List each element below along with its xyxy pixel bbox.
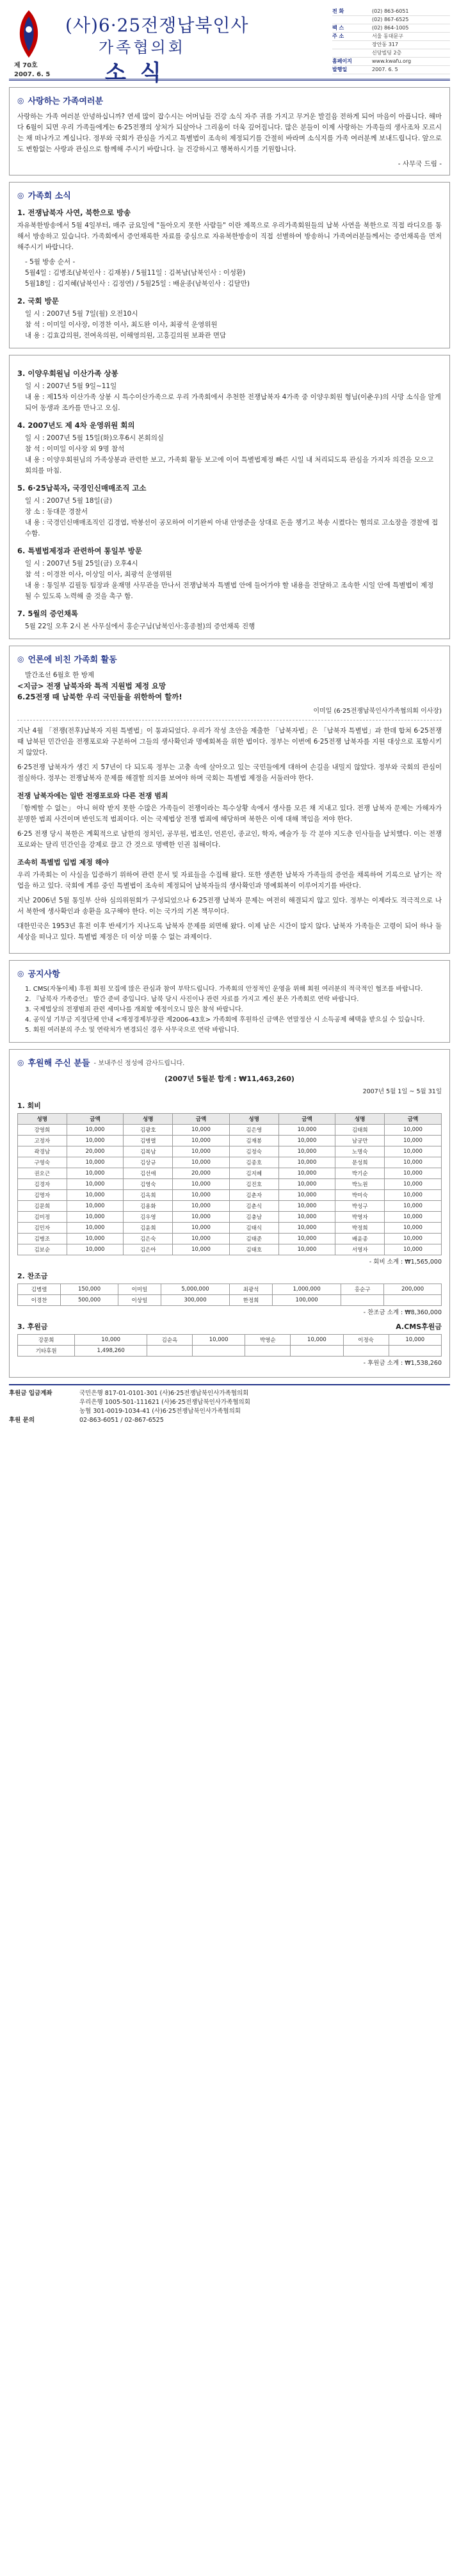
- table-cell: 김상규: [124, 1157, 173, 1168]
- membership-fee-table: [17, 1113, 442, 1255]
- table-cell: 남궁만: [335, 1136, 385, 1146]
- table-cell: 150,000: [61, 1284, 118, 1295]
- table-row: [18, 1346, 442, 1357]
- news-detail: 일 시 : 2007년 5월 9일~11일: [25, 382, 117, 390]
- table-cell: 구영숙: [18, 1157, 67, 1168]
- table-cell: 홍순구: [341, 1284, 384, 1295]
- table-header-cell: 금액: [173, 1114, 230, 1125]
- footer-row: 우리은행 1005-501-111621 (사)6·25전쟁납북인사가족협의회: [79, 1399, 250, 1406]
- table-cell: 김순옥: [147, 1335, 193, 1346]
- broadcast-note: - 5월 방송 순서 -: [25, 258, 76, 266]
- fund-period: 2007년 5월 1일 ~ 5월 31일: [362, 1088, 442, 1095]
- table-cell: [384, 1295, 442, 1306]
- table-cell: 박노원: [335, 1179, 385, 1190]
- table-cell: 5,000,000: [161, 1284, 230, 1295]
- table-cell: 김경자: [18, 1179, 67, 1190]
- table-row: [18, 1168, 442, 1179]
- news-item-title: 2. 국회 방문: [17, 297, 59, 306]
- notices-section: [9, 960, 450, 1043]
- table-cell: 300,000: [161, 1295, 230, 1306]
- table-cell: 10,000: [67, 1179, 124, 1190]
- table-cell: 김태준: [229, 1234, 278, 1244]
- fund-section-title: 1. 회비: [17, 1102, 41, 1110]
- fund-subtotal: - 찬조금 소계 : ₩8,360,000: [363, 1309, 442, 1316]
- table-cell: 10,000: [67, 1125, 124, 1136]
- table-cell: 이경찬: [18, 1295, 61, 1306]
- table-cell: 김선애: [124, 1168, 173, 1179]
- table-cell: 노명숙: [335, 1146, 385, 1157]
- table-cell: 김옥희: [124, 1190, 173, 1201]
- table-cell: 10,000: [385, 1223, 442, 1234]
- table-cell: 10,000: [385, 1146, 442, 1157]
- article-paragraph: 대한민국은 1953년 휴전 이후 반세기가 지나도록 납북자 문제를 외면해 왔다. 이제 남은 시간이 많지 않다. 납북자 가족들은 고령이 되어 하나 둘 세상을 떠나고 있다. 특별법 제정은 더 이상 미룰 수 없는 과제이다.: [17, 922, 442, 941]
- table-header-cell: 성명: [229, 1114, 278, 1125]
- fund-subtotal: - 회비 소계 : ₩1,565,000: [369, 1259, 442, 1266]
- table-cell: 10,000: [385, 1190, 442, 1201]
- table-cell: 박정희: [335, 1223, 385, 1234]
- article-paragraph: 지난 4월 「전쟁(전후)납북자 지원 특별법」이 통과되었다. 우리가 작성 초안을 제출한 「납북자법」은 「납북자 특별법」과 한데 합쳐 6·25전쟁 때 납북된 민간인을 전쟁포로와 구분하여 그들의 생사확인과 명예회복을 위한 법이다. 정부는 이번에 6·25전쟁 납북자를 지원 대상으로 포함시키지 않았다.: [17, 727, 442, 756]
- organization-logo-icon: [14, 9, 44, 59]
- table-cell: 김태식: [229, 1223, 278, 1234]
- fund-subtotal: - 후원금 소계 : ₩1,538,260: [363, 1360, 442, 1367]
- newsletter-title: 소식: [105, 60, 175, 86]
- table-row: [18, 1212, 442, 1223]
- contact-row: 발행일 2007. 6. 5: [332, 66, 450, 74]
- table-cell: 10,000: [385, 1201, 442, 1212]
- fund-section-title: 3. 후원금 A.CMS후원금: [17, 1323, 442, 1331]
- table-cell: 10,000: [67, 1157, 124, 1168]
- table-cell: 이정숙: [343, 1335, 389, 1346]
- table-cell: 곽경남: [18, 1146, 67, 1157]
- issue-info: [14, 61, 50, 79]
- news-item-title: 4. 2007년도 제 4차 운영위원 회의: [17, 421, 135, 430]
- section-heading: 언론에 비친 가족회 활동: [28, 655, 117, 665]
- table-cell: 이상일: [118, 1295, 161, 1306]
- table-cell: 10,000: [278, 1190, 335, 1201]
- news-detail: 일 시 : 2007년 5월 15일(화)오후6시 본회의실: [25, 434, 165, 442]
- table-cell: 박영순: [245, 1335, 291, 1346]
- table-cell: 10,000: [278, 1201, 335, 1212]
- donation-table: [17, 1284, 442, 1306]
- section-heading: 후원해 주신 분들: [28, 1059, 90, 1068]
- table-cell: 10,000: [389, 1335, 441, 1346]
- table-cell: 500,000: [61, 1295, 118, 1306]
- table-row: [18, 1244, 442, 1255]
- section-heading: 공지사항: [28, 970, 60, 979]
- greeting-section: [9, 87, 450, 175]
- contact-box: [332, 8, 450, 74]
- issue-number: 제 70호: [14, 62, 38, 69]
- table-cell: 10,000: [278, 1234, 335, 1244]
- table-cell: 10,000: [173, 1244, 230, 1255]
- donors-section: [9, 1049, 450, 1378]
- table-cell: 고정자: [18, 1136, 67, 1146]
- circle-bullet-icon: ◎: [17, 654, 24, 664]
- notice-item: 5. 회원 여러분의 주소 및 연락처가 변경되신 경우 사무국으로 연락 바랍니다.: [25, 1027, 239, 1034]
- table-cell: 10,000: [385, 1234, 442, 1244]
- table-cell: [192, 1346, 245, 1357]
- notice-item: 3. 국제법상의 전쟁범죄 관련 세미나를 개최할 예정이오니 많은 참석 바랍니다.: [25, 1006, 243, 1013]
- table-cell: 10,000: [385, 1157, 442, 1168]
- table-cell: 10,000: [173, 1146, 230, 1157]
- news-detail: 일 시 : 2007년 5월 18일(금): [25, 497, 113, 505]
- table-cell: 김미정: [18, 1212, 67, 1223]
- news-item-title: 1. 전쟁납북자 사연, 북한으로 방송: [17, 208, 131, 217]
- article-title: <지금> 전쟁 납북자와 특적 지원법 제정 요망: [17, 681, 166, 690]
- table-row: [18, 1125, 442, 1136]
- table-header-cell: 성명: [335, 1114, 385, 1125]
- table-cell: 10,000: [173, 1201, 230, 1212]
- news-item-title: 5. 6·25납북자, 국경인신매매조직 고소: [17, 484, 147, 493]
- table-cell: [147, 1346, 193, 1357]
- article-paragraph: 6·25 전쟁 당시 북한은 계획적으로 남한의 정치인, 공무원, 법조인, 언론인, 종교인, 학자, 예술가 등 각 분야 지도층 인사들을 납치했다. 이는 전쟁포로와는 달리 민간인을 강제로 끌고 간 것으로 명백한 인권 침해이다.: [17, 830, 442, 849]
- table-cell: 10,000: [278, 1125, 335, 1136]
- table-cell: 10,000: [278, 1244, 335, 1255]
- org-name-line2: 가족협의회: [99, 38, 186, 56]
- table-cell: [291, 1346, 343, 1357]
- table-cell: 10,000: [173, 1212, 230, 1223]
- contact-row: (02) 867-6525: [332, 16, 450, 24]
- contact-row: 주 소 서울 동대문구: [332, 33, 450, 41]
- article-subheading: 조속히 특별법 입법 제정 해야: [17, 858, 109, 867]
- table-cell: 박성구: [335, 1201, 385, 1212]
- news-detail: 내 용 : 국경인신매매조직인 김경엽, 박봉선이 공모하여 이기완씨 아내 안영준을 상대로 돈을 챙기고 북송 시켰다는 혐의로 고소장을 경찰에 접수함.: [25, 519, 439, 537]
- broadcast-line: 5월18일 : 김지혜(남북인사 : 김정연) / 5월25일 : 배윤종(남북인사 : 김달만): [25, 280, 250, 288]
- support-table: [17, 1334, 442, 1357]
- news-detail: 장 소 : 동대문 경찰서: [25, 508, 88, 516]
- notice-item: 2. 『납북자 가족증언』 발간 준비 중입니다. 납북 당시 사진이나 관련 자료를 가지고 계신 분은 가족회로 연락 바랍니다.: [25, 996, 359, 1003]
- table-cell: 이미일: [118, 1284, 161, 1295]
- table-cell: [245, 1346, 291, 1357]
- contact-row: 팩 스 (02) 864-1005: [332, 24, 450, 33]
- news-detail: 일 시 : 2007년 5월 7일(월) 오전10시: [25, 310, 138, 318]
- table-cell: 김태희: [335, 1125, 385, 1136]
- table-cell: 김병조: [18, 1234, 67, 1244]
- table-cell: 10,000: [67, 1234, 124, 1244]
- table-cell: 김재봉: [229, 1136, 278, 1146]
- divider: [17, 720, 442, 721]
- article-subheading: 전쟁 납북자에는 일반 전쟁포로와 다른 전쟁 범죄: [17, 792, 168, 800]
- table-cell: 20,000: [173, 1168, 230, 1179]
- table-header-cell: 금액: [278, 1114, 335, 1125]
- footer-row: 농협 301-0019-1034-41 (사)6·25전쟁납북인사가족협의회: [79, 1408, 241, 1415]
- table-cell: 10,000: [192, 1335, 245, 1346]
- table-cell: 김우영: [124, 1212, 173, 1223]
- news-detail: 내 용 : 통일부 김필동 팀장과 윤재명 사무관을 만나서 전쟁납북자 특별법 안에 들어가야 할 내용을 전달하고 조속한 시일 안에 특별법이 제정 될 수 있도록 노력해 줄 것을 촉구 함.: [25, 582, 434, 600]
- table-cell: 10,000: [173, 1179, 230, 1190]
- table-cell: 김윤희: [124, 1223, 173, 1234]
- news-detail: 참 석 : 이미일 이사장, 이경찬 이사, 최도완 이사, 최광석 운영위원: [25, 321, 218, 329]
- table-cell: 10,000: [291, 1335, 343, 1346]
- article-paragraph: 우리 가족회는 이 사실을 입증하기 위하여 관련 문서 및 자료들을 수집해 왔다. 또한 생존한 납북자 가족들의 증언을 채록하여 기록으로 남기는 작업을 하고 있다. 국회에 계류 중인 특별법이 조속히 제정되어 납북자들의 생사확인과 명예회복이 이루어지기를 바란다.: [17, 871, 442, 890]
- table-cell: [341, 1295, 384, 1306]
- news-item-title: 6. 특별법제정과 관련하여 통일부 방문: [17, 546, 143, 555]
- contact-row: 전 화 (02) 863-6051: [332, 8, 450, 16]
- table-cell: 1,000,000: [273, 1284, 341, 1295]
- table-cell: 김태호: [229, 1244, 278, 1255]
- fund-total: (2007년 5월분 합계 : ₩11,463,260): [165, 1075, 294, 1083]
- table-cell: 10,000: [67, 1244, 124, 1255]
- table-cell: 김종호: [229, 1157, 278, 1168]
- news-detail: 내 용 : 이양우회원님의 가족상봉과 관련한 보고, 가족회 활동 보고에 이어 특별법제정 빠른 시일 내 처리되도록 관심을 가지자 의견을 모으고 회의를 마침.: [25, 456, 434, 475]
- table-cell: 10,000: [385, 1125, 442, 1136]
- circle-bullet-icon: ◎: [17, 95, 24, 105]
- article-paragraph: 지난 2006년 5월 통일부 산하 심의위원회가 구성되었으나 6·25전쟁 납북자 문제는 여전히 해결되지 않고 있다. 정부는 이제라도 적극적으로 나서 북한에 생사확인과 송환을 요구해야 한다. 이는 국가의 기본 책무이다.: [17, 897, 442, 915]
- masthead: [9, 5, 450, 86]
- table-cell: 10,000: [278, 1212, 335, 1223]
- table-cell: 문성희: [335, 1157, 385, 1168]
- news-detail: 내 용 : 김효갑의원, 전여옥의원, 이해영의원, 고흥길의원 보좌관 면담: [25, 332, 227, 339]
- table-cell: 강영희: [18, 1125, 67, 1136]
- table-header-cell: 성명: [124, 1114, 173, 1125]
- table-cell: 100,000: [273, 1295, 341, 1306]
- table-cell: 김병렬: [124, 1136, 173, 1146]
- table-row: [18, 1284, 442, 1295]
- table-cell: 김광호: [124, 1125, 173, 1136]
- news-detail: 5월 22일 오후 2시 본 사무실에서 홍순구님(남북인사:홍종철)의 증언채록 진행: [25, 623, 255, 630]
- table-cell: 10,000: [173, 1190, 230, 1201]
- table-cell: 10,000: [173, 1125, 230, 1136]
- news-item-title: 3. 이양우회원님 이산가족 상봉: [17, 369, 118, 378]
- news-detail: 참 석 : 이경찬 이사, 이상일 이사, 최광석 운영위원: [25, 571, 172, 578]
- table-cell: 10,000: [385, 1168, 442, 1179]
- table-row: [18, 1223, 442, 1234]
- news-detail: 참 석 : 이미일 이사장 외 9명 참석: [25, 445, 125, 453]
- circle-bullet-icon: ◎: [17, 1057, 24, 1067]
- table-cell: 박미숙: [335, 1190, 385, 1201]
- table-row: [18, 1136, 442, 1146]
- table-cell: 10,000: [173, 1136, 230, 1146]
- table-cell: 김문희: [18, 1201, 67, 1212]
- table-row: [18, 1295, 442, 1306]
- table-header-cell: 금액: [385, 1114, 442, 1125]
- table-cell: 10,000: [67, 1223, 124, 1234]
- table-cell: 김충남: [229, 1212, 278, 1223]
- table-cell: 200,000: [384, 1284, 442, 1295]
- table-row: [18, 1190, 442, 1201]
- notice-item: 4. 공익성 기부금 지정단체 안내 <재정경제부장관 제2006-43호> 가족회에 후원하신 금액은 연말정산 시 소득공제 혜택을 받으실 수 있습니다.: [25, 1016, 425, 1023]
- table-header-row: [18, 1114, 442, 1125]
- table-cell: 김은영: [229, 1125, 278, 1136]
- table-cell: 서영자: [335, 1244, 385, 1255]
- contact-row: 홈페이지 www.kwafu.org: [332, 58, 450, 66]
- table-cell: 기타후원: [18, 1346, 75, 1357]
- table-cell: [343, 1346, 389, 1357]
- news-detail: 일 시 : 2007년 5월 25일(금) 오후4시: [25, 560, 138, 567]
- table-cell: 김진호: [229, 1179, 278, 1190]
- table-cell: 10,000: [75, 1335, 147, 1346]
- greeting-paragraph: 사랑하는 가족 여러분 안녕하십니까? 연세 많이 잡수시는 어머님들 건강 소식 자주 귀를 가지고 무거운 발걸음 전하게 되어 마음이 아픕니다. 해마다 6월이 되면 우리 가족들에게는 6·25전쟁의 상처가 되살아나 그리움이 더욱 깊어집니다. 많은 분들이 이제 사랑하는 가족들의 생사조차 모르시는 채 떠나가고 계십니다. 정부와 국회가 관심을 가지고 특별법이 조속히 제정되기를 간절히 바라며 소식지를 가족 여러분께 보내드립니다. 앞으로도 변함없는 사랑과 관심으로 함께해 주시기 바랍니다. 늘 건강하시고 행복하시기를 기원합니다.: [17, 113, 442, 153]
- table-cell: 10,000: [173, 1234, 230, 1244]
- table-cell: 김복남: [124, 1146, 173, 1157]
- table-row: [18, 1335, 442, 1346]
- table-row: [18, 1146, 442, 1157]
- table-cell: [389, 1346, 441, 1357]
- table-cell: 김춘자: [229, 1190, 278, 1201]
- section-heading: 사랑하는 가족여러분: [28, 97, 104, 106]
- footer-row: 후원금 입금계좌 국민은행 817-01-0101-301 (사)6·25전쟁납북인사가족협의회: [9, 1390, 249, 1397]
- table-cell: 10,000: [278, 1223, 335, 1234]
- table-cell: 10,000: [173, 1223, 230, 1234]
- table-cell: 김정숙: [229, 1146, 278, 1157]
- table-header-cell: 성명: [18, 1114, 67, 1125]
- table-cell: 20,000: [67, 1146, 124, 1157]
- table-cell: 10,000: [67, 1168, 124, 1179]
- table-cell: 김민자: [18, 1223, 67, 1234]
- broadcast-line: 5월4일 : 김병조(남북인사 : 김재봉) / 5월11일 : 김복남(남북인사 : 이성환): [25, 269, 246, 277]
- table-cell: 10,000: [67, 1201, 124, 1212]
- section-heading: 가족회 소식: [28, 192, 71, 201]
- table-cell: 최광석: [229, 1284, 272, 1295]
- circle-bullet-icon: ◎: [17, 190, 24, 200]
- table-cell: 김보순: [18, 1244, 67, 1255]
- footer: [9, 1384, 450, 1425]
- table-cell: 한정희: [229, 1295, 272, 1306]
- table-cell: 10,000: [67, 1136, 124, 1146]
- contact-row: 장안동 317: [332, 41, 450, 49]
- more-news-section: [9, 355, 450, 639]
- table-cell: 10,000: [385, 1136, 442, 1146]
- family-news-section: [9, 182, 450, 348]
- greeting-signature: - 사무국 드림 -: [398, 160, 442, 168]
- table-cell: 박영자: [335, 1212, 385, 1223]
- article-paragraph: 「함께할 수 없는」 아니 허락 받지 못한 수많은 가족들이 전쟁이라는 특수상황 속에서 생사를 모른 채 지내고 있다. 전쟁 납북자 문제는 가해자가 분명한 범죄 사건이며 반인도적 범죄이다. 이는 국제법상 전쟁 범죄에 해당하며 북한은 이에 대해 책임을 져야 한다.: [17, 804, 442, 823]
- table-cell: 10,000: [67, 1190, 124, 1201]
- article-source: 발간조선 6월호 한 방제: [25, 671, 94, 679]
- fund-section-title: 2. 찬조금: [17, 1272, 48, 1280]
- section-note: - 보내주신 정성에 감사드립니다.: [93, 1060, 185, 1067]
- table-cell: 10,000: [278, 1168, 335, 1179]
- table-cell: 10,000: [385, 1244, 442, 1255]
- news-detail: 내 용 : 제15차 이산가족 상봉 시 특수이산가족으로 우리 가족회에서 추천한 전쟁납북자 4가족 중 이양우회원 형님(이춘우)의 사망 소식을 알게 되어 동생과 조카를 만나고 오심.: [25, 393, 441, 412]
- issue-date: 2007. 6. 5: [14, 71, 51, 78]
- table-row: [18, 1179, 442, 1190]
- table-cell: 강문희: [18, 1335, 75, 1346]
- table-cell: 김은숙: [124, 1234, 173, 1244]
- table-row: [18, 1157, 442, 1168]
- table-cell: 10,000: [173, 1157, 230, 1168]
- article-subtitle: 6.25전쟁 때 납북한 우리 국민들을 위한하여 할까!: [17, 692, 182, 701]
- table-cell: 배윤종: [335, 1234, 385, 1244]
- table-row: [18, 1234, 442, 1244]
- table-cell: 김영숙: [124, 1179, 173, 1190]
- table-cell: 10,000: [385, 1179, 442, 1190]
- table-cell: 김은아: [124, 1244, 173, 1255]
- article-paragraph: 6·25전쟁 납북자가 생긴 지 57년이 다 되도록 정부는 고충 속에 살아오고 있는 국민들에게 대하여 손길을 내밀지 않았다. 정부와 국회의 관심이 절실하다. 정부는 전쟁납북자 문제를 해결할 의지를 보여야 하며 국회는 특별법 제정을 서둘러야 한다.: [17, 763, 442, 782]
- table-cell: 10,000: [278, 1146, 335, 1157]
- table-cell: 10,000: [278, 1157, 335, 1168]
- table-cell: 10,000: [385, 1212, 442, 1223]
- contact-row: 신당빌딩 2층: [332, 49, 450, 58]
- table-cell: 김춘식: [229, 1201, 278, 1212]
- table-cell: 권오근: [18, 1168, 67, 1179]
- table-cell: 김지혜: [229, 1168, 278, 1179]
- media-article-section: [9, 646, 450, 954]
- circle-bullet-icon: ◎: [17, 968, 24, 978]
- news-item-title: 7. 5월의 증언채록: [17, 609, 79, 618]
- news-item-body: 자유북한방송에서 5월 4일부터, 매주 금요일에 "돌아오지 못한 사람들" 이란 제목으로 우리가족회원들의 납북 사연을 북한으로 직접 라디오를 통해서 방송하고 있습니다. 가족회에서 증언채록한 자료를 중심으로 자유북한방송이 직접 선별하여 방송하니 가족여러분들께서는 증언채록을 먼저 해주시기 바랍니다.: [17, 222, 442, 251]
- notice-item: 1. CMS(자동이체) 후원 회원 모집에 많은 관심과 참여 부탁드립니다. 가족회의 안정적인 운영을 위해 회원 여러분의 적극적인 협조를 바랍니다.: [25, 986, 423, 993]
- table-cell: 김명자: [18, 1190, 67, 1201]
- org-name: (사)6·25전쟁납북인사: [65, 15, 249, 36]
- table-cell: 박기순: [335, 1168, 385, 1179]
- article-byline: 이미일 (6·25전쟁납북인사가족협의회 이사장): [313, 708, 442, 715]
- table-cell: 김병렬: [18, 1284, 61, 1295]
- table-cell: 10,000: [67, 1212, 124, 1223]
- table-cell: 10,000: [278, 1136, 335, 1146]
- cms-label: A.CMS후원금: [396, 1323, 442, 1331]
- table-cell: 10,000: [278, 1179, 335, 1190]
- table-cell: 1,498,260: [75, 1346, 147, 1357]
- table-row: [18, 1201, 442, 1212]
- footer-row: 후원 문의 02-863-6051 / 02-867-6525: [9, 1417, 164, 1424]
- table-header-cell: 금액: [67, 1114, 124, 1125]
- table-cell: 김용화: [124, 1201, 173, 1212]
